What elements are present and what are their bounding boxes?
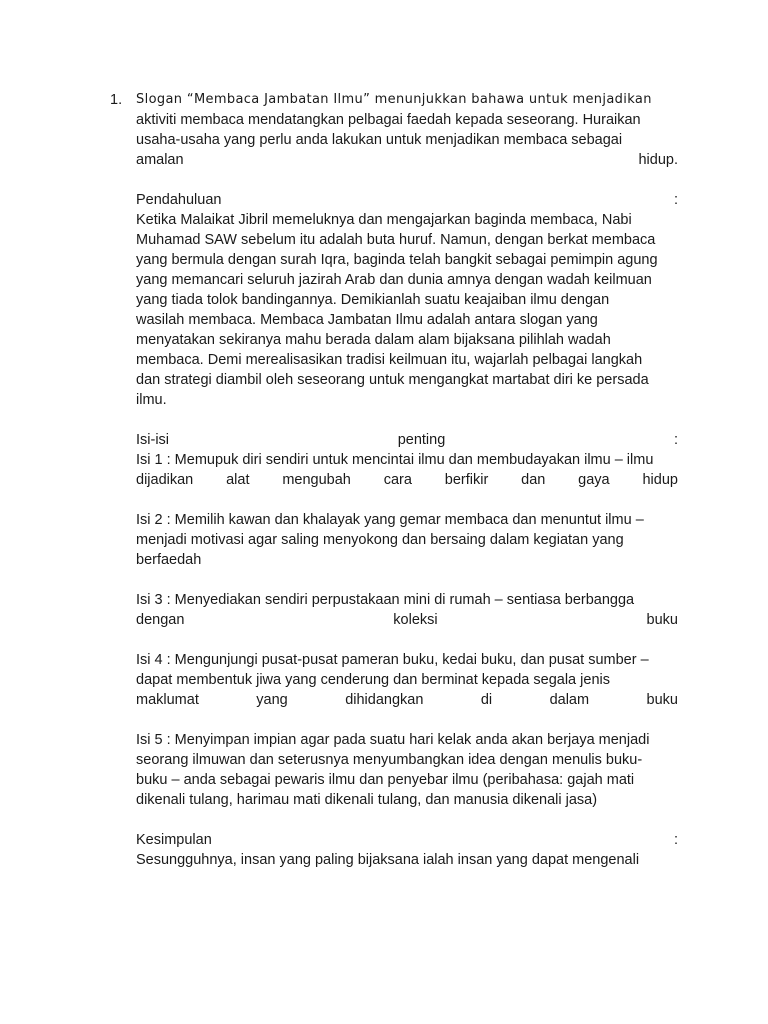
- isi-1-line: dijadikan alat mengubah cara berfikir dan gaya hidup: [136, 472, 678, 488]
- paragraph-line: ilmu.: [136, 392, 167, 408]
- isi-3-line: dengan koleksi buku: [136, 612, 678, 628]
- paragraph-line: Muhamad SAW sebelum itu adalah buta huruf. Namun, dengan berkat membaca: [136, 232, 656, 248]
- question-line-3: usaha-usaha yang perlu anda lakukan untuk menjadikan membaca sebagai: [136, 132, 623, 148]
- paragraph-line: wasilah membaca. Membaca Jambatan Ilmu adalah antara slogan yang: [136, 312, 598, 328]
- section-heading: Kesimpulan :: [136, 832, 678, 848]
- question-text: [136, 90, 678, 170]
- paragraph-line: menyatakan sekiranya mahu berada dalam alam bijaksana pilihlah wadah: [136, 332, 611, 348]
- section-isi: [136, 430, 678, 810]
- isi-2-line: berfaedah: [136, 552, 202, 568]
- isi-5-line: dikenali tulang, harimau mati dikenali tulang, dan manusia dikenali jasa): [136, 792, 598, 808]
- isi-5-line: Isi 5 : Menyimpan impian agar pada suatu hari kelak anda akan berjaya menjadi: [136, 732, 650, 748]
- paragraph-line: yang bermula dengan surah Iqra, baginda telah bangkit sebagai pemimpin agung: [136, 252, 658, 268]
- question-number: 1.: [110, 92, 123, 108]
- section-heading: Pendahuluan :: [136, 192, 678, 208]
- isi-2-line: Isi 2 : Memilih kawan dan khalayak yang gemar membaca dan menuntut ilmu –: [136, 512, 644, 528]
- paragraph-line: dan strategi diambil oleh seseorang untuk mengangkat martabat diri ke persada: [136, 372, 649, 388]
- isi-4-line: maklumat yang dihidangkan di dalam buku: [136, 692, 678, 708]
- isi-5-line: buku – anda sebagai pewaris ilmu dan penyebar ilmu (peribahasa: gajah mati: [136, 772, 635, 788]
- isi-2-line: menjadi motivasi agar saling menyokong dan bersaing dalam kegiatan yang: [136, 532, 624, 548]
- paragraph-line: Ketika Malaikat Jibril memeluknya dan mengajarkan baginda membaca, Nabi: [136, 212, 632, 228]
- paragraph-line: yang tiada tolok bandingannya. Demikianlah suatu keajaiban ilmu dengan: [136, 292, 610, 308]
- section-kesimpulan: [136, 830, 678, 870]
- isi-1-line: Isi 1 : Memupuk diri sendiri untuk mencintai ilmu dan membudayakan ilmu – ilmu: [136, 452, 654, 468]
- question-line-4: amalan hidup.: [136, 152, 678, 168]
- section-pendahuluan: [136, 190, 678, 410]
- question-line-1: Slogan “Membaca Jambatan Ilmu” menunjukkan bahawa untuk menjadikan: [136, 92, 652, 107]
- isi-4-line: dapat membentuk jiwa yang cenderung dan berminat kepada segala jenis: [136, 672, 610, 688]
- paragraph-line: Sesungguhnya, insan yang paling bijaksana ialah insan yang dapat mengenali: [136, 852, 640, 868]
- paragraph-line: yang memancari seluruh jazirah Arab dan dunia amnya dengan wadah keilmuan: [136, 272, 652, 288]
- isi-5-line: seorang ilmuwan dan seterusnya menyumbangkan idea dengan menulis buku-: [136, 752, 643, 768]
- isi-4-line: Isi 4 : Mengunjungi pusat-pusat pameran buku, kedai buku, dan pusat sumber –: [136, 652, 649, 668]
- paragraph-line: membaca. Demi merealisasikan tradisi keilmuan itu, wajarlah pelbagai langkah: [136, 352, 643, 368]
- isi-3-line: Isi 3 : Menyediakan sendiri perpustakaan mini di rumah – sentiasa berbangga: [136, 592, 635, 608]
- document-body: [136, 90, 678, 870]
- question-line-2: aktiviti membaca mendatangkan pelbagai faedah kepada seseorang. Huraikan: [136, 112, 641, 128]
- section-heading: Isi-isi penting :: [136, 432, 678, 448]
